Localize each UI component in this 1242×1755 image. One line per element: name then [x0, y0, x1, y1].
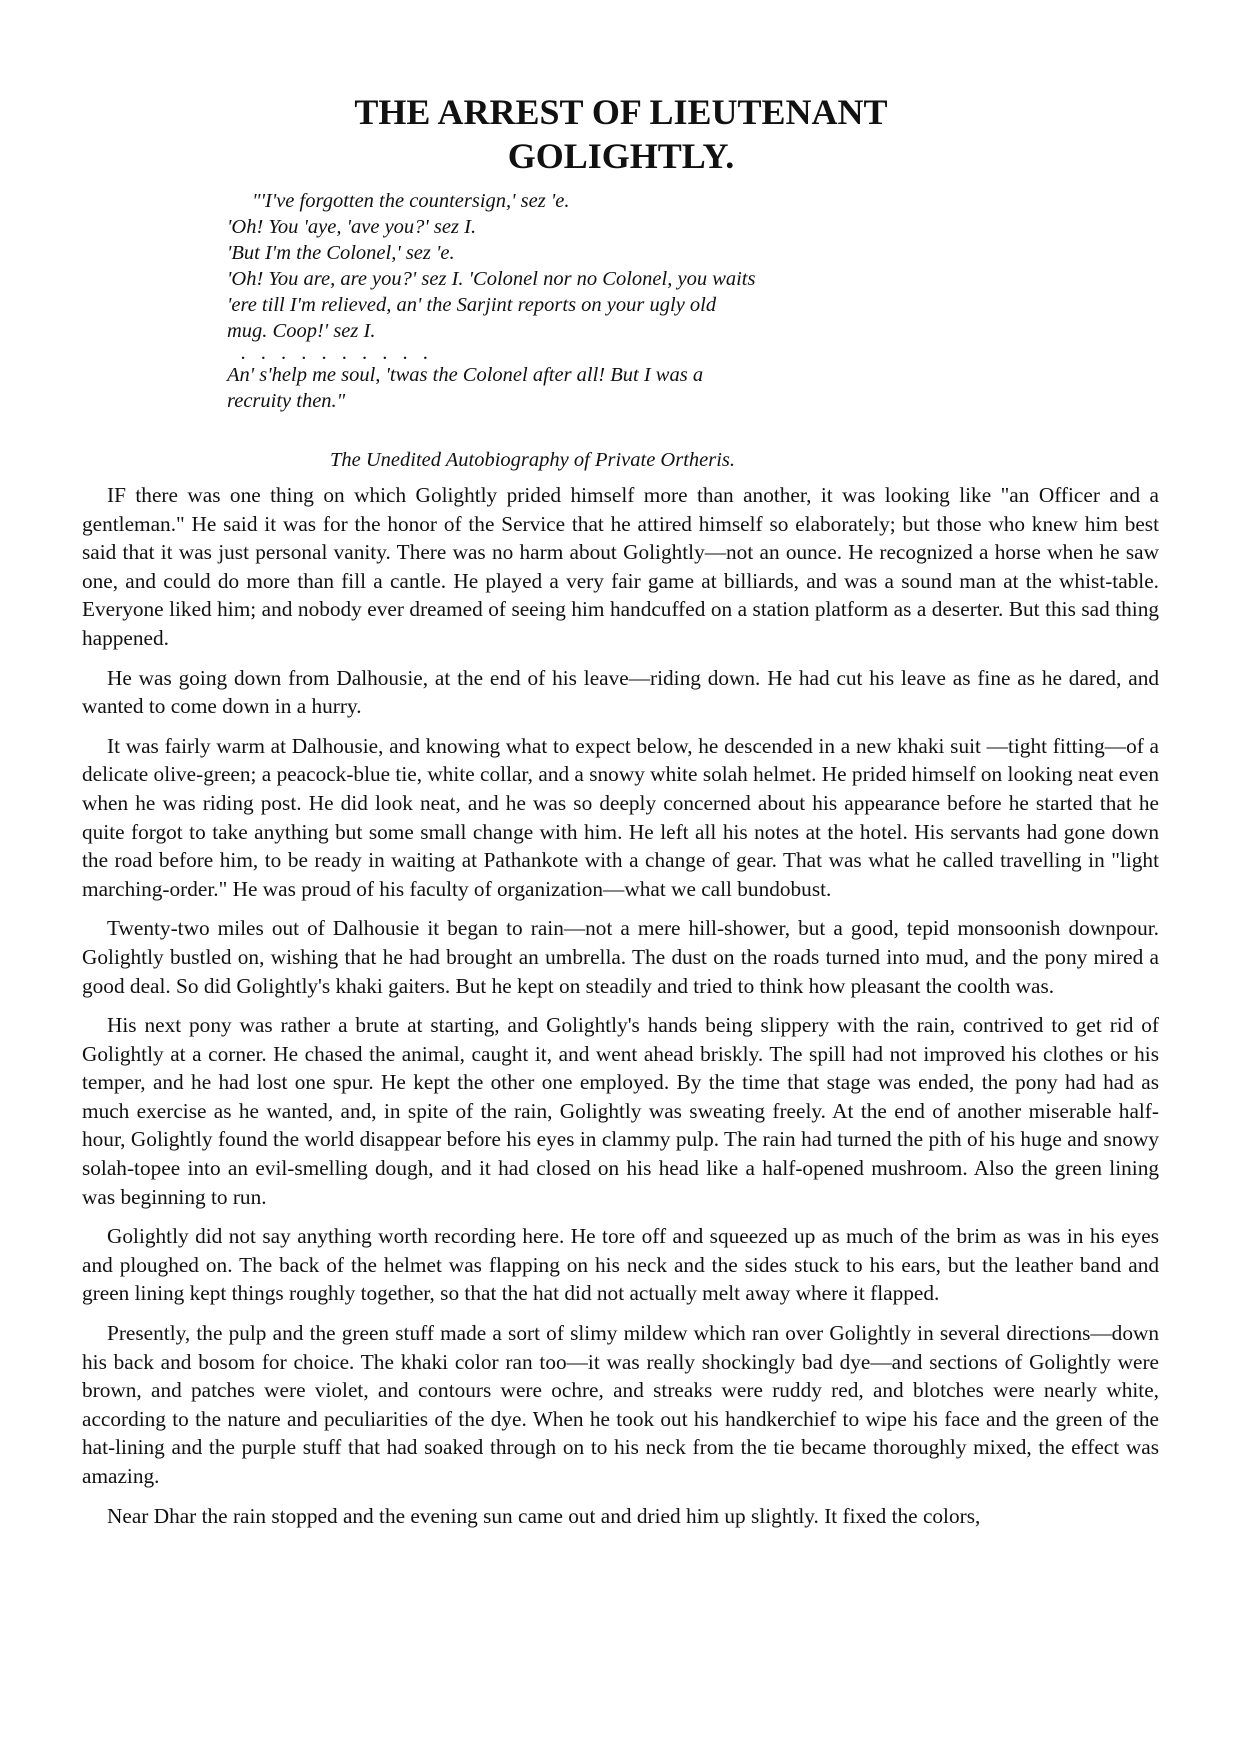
epigraph — [227, 188, 867, 414]
epigraph-line: recruity then." — [227, 390, 346, 412]
paragraph: Near Dhar the rain stopped and the evening sun came out and dried him up slightly. It fixed the colors, — [107, 1503, 981, 1528]
epigraph-line: 'But I'm the Colonel,' sez 'e. — [227, 242, 455, 264]
story-body — [82, 481, 1159, 1541]
chapter-title — [0, 90, 1242, 178]
epigraph-line: An' s'help me soul, 'twas the Colonel after all! But I was a — [227, 364, 704, 386]
paragraph: He was going down from Dalhousie, at the end of his leave—riding down. He had cut his leave as fine as he dared, and wanted to come down in a hurry. — [82, 665, 1159, 719]
epigraph-line: 'ere till I'm relieved, an' the Sarjint reports on your ugly old — [227, 294, 717, 316]
paragraph: Golightly did not say anything worth recording here. He tore off and squeezed up as much of the brim as was in his eyes and ploughed on. The back of the helmet was flapping on his neck and the sides stuck to his ears, but the leather band and green lining kept things roughly together, so that the hat did not actually melt away where it flapped. — [82, 1224, 1159, 1306]
chapter-title-line: THE ARREST OF LIEUTENANT — [354, 92, 888, 132]
chapter-title-line: GOLIGHTLY. — [507, 136, 735, 176]
epigraph-line: "'I've forgotten the countersign,' sez 'e. — [252, 190, 570, 212]
epigraph-ellipsis: . . . . . . . . . . — [241, 342, 434, 364]
epigraph-line: 'Oh! You 'aye, 'ave you?' sez I. — [227, 216, 477, 238]
paragraph: IF there was one thing on which Golightly prided himself more than another, it was looking like "an Officer and a gentleman." He said it was for the honor of the Service that he attired himself so elaborately; but those who knew him best said that it was just personal vanity. There was no harm about Golightly—not an ounce. He recognized a horse when he saw one, and could do more than fill a cantle. He played a very fair game at billiards, and was a sound man at the whist-table. Everyone liked him; and nobody ever dreamed of seeing him handcuffed on a station platform as a deserter. But this sad thing happened. — [82, 483, 1159, 650]
paragraph: His next pony was rather a brute at starting, and Golightly's hands being slippery with the rain, contrived to get rid of Golightly at a corner. He chased the animal, caught it, and went ahead briskly. The spill had not improved his clothes or his temper, and he had lost one spur. He kept the other one employed. By the time that stage was ended, the pony had had as much exercise as he wanted, and, in spite of the rain, Golightly was sweating freely. At the end of another miserable half-hour, Golightly found the world disappear before his eyes in clammy pulp. The rain had turned the pith of his huge and snowy solah-topee into an evil-smelling dough, and it had closed on his head like a half-opened mushroom. Also the green lining was beginning to run. — [82, 1013, 1159, 1209]
epigraph-line: 'Oh! You are, are you?' sez I. 'Colonel nor no Colonel, you waits — [227, 268, 756, 290]
paragraph: Presently, the pulp and the green stuff made a sort of slimy mildew which ran over Golightly in several directions—down his back and bosom for choice. The khaki color ran too—it was really shockingly bad dye—and sections of Golightly were brown, and patches were violet, and contours were ochre, and streaks were ruddy red, and blotches were nearly white, according to the nature and peculiarities of the dye. When he took out his handkerchief to wipe his face and the green of the hat-lining and the purple stuff that had soaked through on to his neck from the tie became thoroughly mixed, the effect was amazing. — [82, 1321, 1159, 1488]
epigraph-attribution: The Unedited Autobiography of Private Ortheris. — [330, 449, 736, 471]
paragraph: Twenty-two miles out of Dalhousie it began to rain—not a mere hill-shower, but a good, tepid monsoonish downpour. Golightly bustled on, wishing that he had brought an umbrella. The dust on the roads turned into mud, and the pony mired a good deal. So did Golightly's khaki gaiters. But he kept on steadily and tried to think how pleasant the coolth was. — [82, 916, 1159, 998]
epigraph-line: mug. Coop!' sez I. — [227, 320, 376, 342]
paragraph: It was fairly warm at Dalhousie, and knowing what to expect below, he descended in a new khaki suit —tight fitting—of a delicate olive-green; a peacock-blue tie, white collar, and a snowy white solah helmet. He prided himself on looking neat even when he was riding post. He did look neat, and he was so deeply concerned about his appearance before he started that he quite forgot to take anything but some small change with him. He left all his notes at the hotel. His servants had gone down the road before him, to be ready in waiting at Pathankote with a change of gear. That was what he called travelling in "light marching-order." He was proud of his faculty of organization—what we call bundobust. — [82, 733, 1159, 901]
